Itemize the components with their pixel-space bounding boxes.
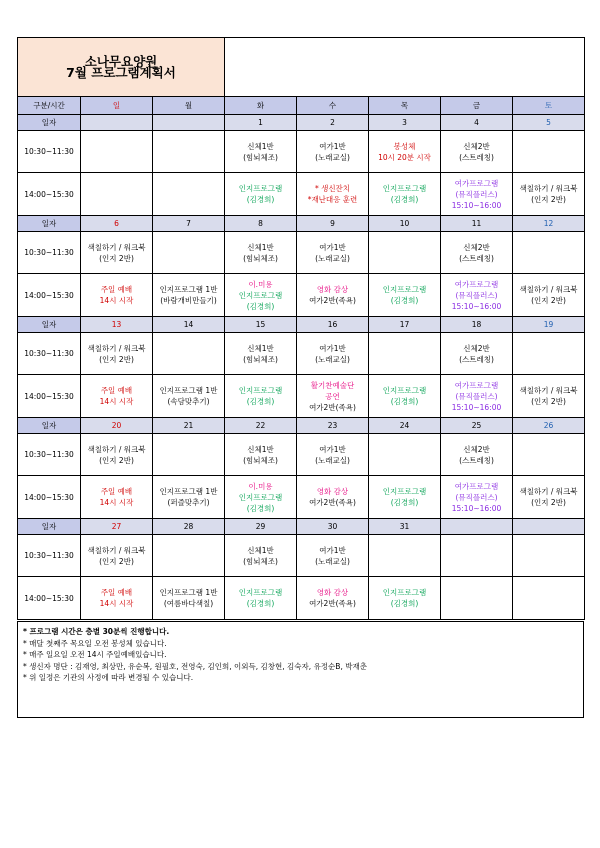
program-text: * 생신잔치 — [314, 184, 351, 193]
program-text: (힘뇌체조) — [243, 253, 278, 263]
program-text: 14시 시작 — [99, 397, 134, 406]
program-text: (인지 2반) — [531, 296, 566, 305]
date-fri: 25 — [441, 418, 513, 434]
note-line: * 프로그램 시간은 층별 30분씩 진행합니다. — [23, 627, 170, 636]
program-text: (스트레칭) — [459, 152, 494, 162]
schedule-cell-fri — [441, 333, 513, 375]
schedule-cell-sun — [81, 476, 153, 519]
schedule-cell-mon — [153, 274, 225, 317]
schedule-cell-mon — [153, 173, 225, 216]
schedule-cell-fri — [441, 476, 513, 519]
program-text: 여가2반(족욕) — [309, 296, 356, 305]
schedule-cell-fri — [441, 434, 513, 476]
date-fri: 11 — [441, 216, 513, 232]
program-text: 신체1반 — [247, 444, 274, 454]
schedule-cell-wed — [297, 333, 369, 375]
program-text: (스트레칭) — [459, 253, 494, 263]
program-text: 신체1반 — [247, 343, 274, 353]
program-text: 14시 시작 — [99, 498, 134, 507]
date-fri — [441, 519, 513, 535]
time-slot-row — [18, 434, 585, 476]
schedule-cell-sat — [513, 333, 585, 375]
program-text: 인지프로그램 — [382, 386, 427, 395]
schedule-cell-thu — [369, 535, 441, 577]
row-label-time: 10:30~11:30 — [18, 131, 81, 173]
program-text: 15:10~16:00 — [451, 503, 502, 513]
schedule-cell-fri — [441, 173, 513, 216]
date-wed: 23 — [297, 418, 369, 434]
schedule-cell-sun — [81, 577, 153, 620]
program-text: 인지프로그램 — [382, 285, 427, 294]
column-header-row — [18, 97, 585, 115]
time-slot-row — [18, 131, 585, 173]
program-text: (인지 2반) — [99, 556, 134, 566]
schedule-cell-sun — [81, 173, 153, 216]
schedule-cell-mon — [153, 434, 225, 476]
program-text: 신체1반 — [247, 545, 274, 555]
program-text: 여가프로그램 — [454, 279, 499, 289]
program-text: 인지프로그램 — [238, 492, 283, 502]
schedule-cell-sun — [81, 274, 153, 317]
program-text: 여가1반 — [319, 242, 346, 252]
col-header-tue: 화 — [225, 97, 297, 115]
schedule-cell-fri — [441, 535, 513, 577]
program-text: (노래교실) — [315, 556, 350, 566]
program-text: 여가2반(족욕) — [309, 599, 356, 608]
schedule-cell-sat — [513, 375, 585, 418]
schedule-cell-tue — [225, 232, 297, 274]
row-label-time: 10:30~11:30 — [18, 535, 81, 577]
program-text: (힘뇌체조) — [243, 556, 278, 566]
program-text: (김경희) — [246, 397, 275, 406]
date-thu: 31 — [369, 519, 441, 535]
date-tue: 22 — [225, 418, 297, 434]
program-text: (김경희) — [390, 498, 419, 507]
row-label-date: 일자 — [18, 115, 81, 131]
row-label-date: 일자 — [18, 216, 81, 232]
program-text: (속담맞추기) — [167, 397, 210, 406]
program-text: 인지프로그램 — [238, 386, 283, 395]
schedule-cell-thu — [369, 173, 441, 216]
program-text: 영화 감상 — [316, 487, 349, 496]
program-text: 인지프로그램 1반 — [159, 487, 218, 496]
program-text: 색칠하기 / 워크북 — [519, 184, 578, 193]
program-text: (뮤직플러스) — [455, 290, 498, 300]
schedule-cell-sat — [513, 577, 585, 620]
date-mon — [153, 115, 225, 131]
time-slot-row — [18, 333, 585, 375]
col-header-category: 구분/시간 — [18, 97, 81, 115]
schedule-cell-sun — [81, 375, 153, 418]
program-text: 신체2반 — [463, 444, 490, 454]
program-text: 인지프로그램 1반 — [159, 285, 218, 294]
program-text: 주일 예배 — [100, 386, 133, 395]
program-text: (여름바다색칠) — [163, 599, 214, 608]
schedule-cell-tue — [225, 274, 297, 317]
program-text: 여가2반(족욕) — [309, 498, 356, 507]
program-text: 15:10~16:00 — [451, 402, 502, 412]
time-slot-row — [18, 375, 585, 418]
date-row — [18, 115, 585, 131]
program-text: 색칠하기 / 워크북 — [87, 242, 146, 252]
col-header-mon: 월 — [153, 97, 225, 115]
program-text: 여가1반 — [319, 545, 346, 555]
date-sat: 19 — [513, 317, 585, 333]
program-text: (힘뇌체조) — [243, 152, 278, 162]
program-text: (뮤직플러스) — [455, 492, 498, 502]
date-sun: 13 — [81, 317, 153, 333]
col-header-fri: 금 — [441, 97, 513, 115]
schedule-cell-fri — [441, 577, 513, 620]
schedule-cell-sun — [81, 232, 153, 274]
date-thu: 24 — [369, 418, 441, 434]
schedule-cell-sat — [513, 434, 585, 476]
row-label-time: 14:00~15:30 — [18, 173, 81, 216]
date-wed: 9 — [297, 216, 369, 232]
schedule-cell-mon — [153, 375, 225, 418]
date-fri: 18 — [441, 317, 513, 333]
date-tue: 8 — [225, 216, 297, 232]
program-text: 색칠하기 / 워크북 — [87, 545, 146, 555]
program-text: 신체2반 — [463, 242, 490, 252]
program-text: 인지프로그램 1반 — [159, 386, 218, 395]
date-sat: 26 — [513, 418, 585, 434]
center-name: 소나무요양원 — [84, 54, 158, 69]
time-slot-row — [18, 577, 585, 620]
date-sat: 12 — [513, 216, 585, 232]
date-mon: 28 — [153, 519, 225, 535]
row-label-time: 14:00~15:30 — [18, 375, 81, 418]
time-slot-row — [18, 535, 585, 577]
program-text: (스트레칭) — [459, 354, 494, 364]
program-text: 여가1반 — [319, 141, 346, 151]
schedule-cell-wed — [297, 434, 369, 476]
program-text: 인지프로그램 — [238, 588, 283, 597]
date-thu: 10 — [369, 216, 441, 232]
program-text: 인지프로그램 — [382, 184, 427, 193]
date-wed: 16 — [297, 317, 369, 333]
schedule-cell-wed — [297, 274, 369, 317]
date-thu: 17 — [369, 317, 441, 333]
program-text: 14시 시작 — [99, 599, 134, 608]
date-mon: 14 — [153, 317, 225, 333]
schedule-cell-thu — [369, 333, 441, 375]
program-text: (힘뇌체조) — [243, 455, 278, 465]
schedule-cell-wed — [297, 577, 369, 620]
row-label-time: 14:00~15:30 — [18, 577, 81, 620]
program-text: 영화 감상 — [316, 588, 349, 597]
program-text: 색칠하기 / 워크북 — [519, 285, 578, 294]
schedule-cell-mon — [153, 535, 225, 577]
schedule-cell-sun — [81, 434, 153, 476]
row-label-time: 14:00~15:30 — [18, 476, 81, 519]
row-label-time: 14:00~15:30 — [18, 274, 81, 317]
program-text: 신체2반 — [463, 343, 490, 353]
schedule-cell-mon — [153, 476, 225, 519]
schedule-cell-fri — [441, 232, 513, 274]
program-text: 신체1반 — [247, 141, 274, 151]
program-text: 여가프로그램 — [454, 178, 499, 188]
date-row — [18, 519, 585, 535]
row-label-date: 일자 — [18, 519, 81, 535]
date-mon: 21 — [153, 418, 225, 434]
note-line: * 생신자 명단 : 김재영, 최상만, 유순복, 원필호, 전영숙, 김인희, 이외득, 김창현, 김숙자, 유정순B, 박재춘 — [23, 661, 367, 671]
schedule-cell-tue — [225, 476, 297, 519]
date-row — [18, 317, 585, 333]
date-sun — [81, 115, 153, 131]
col-header-wed: 수 — [297, 97, 369, 115]
program-text: (인지 2반) — [531, 195, 566, 204]
schedule-cell-mon — [153, 577, 225, 620]
program-text: (노래교실) — [315, 354, 350, 364]
program-text: 10시 20분 시작 — [378, 152, 431, 162]
program-text: (김경희) — [246, 599, 275, 608]
schedule-cell-sun — [81, 333, 153, 375]
schedule-cell-tue — [225, 375, 297, 418]
schedule-cell-thu — [369, 232, 441, 274]
date-wed: 30 — [297, 519, 369, 535]
schedule-cell-mon — [153, 333, 225, 375]
note-line: * 위 일정은 기관의 사정에 따라 변경될 수 있습니다. — [23, 673, 194, 682]
schedule-cell-wed — [297, 476, 369, 519]
schedule-cell-wed — [297, 375, 369, 418]
program-text: 색칠하기 / 워크북 — [87, 444, 146, 454]
schedule-cell-sat — [513, 274, 585, 317]
program-text: 인지프로그램 — [238, 184, 283, 193]
date-fri: 4 — [441, 115, 513, 131]
program-text: 여가프로그램 — [454, 380, 499, 390]
program-text: 주일 예배 — [100, 487, 133, 496]
program-text: 공연 — [325, 391, 340, 401]
program-text: 인지프로그램 1반 — [159, 588, 218, 597]
schedule-cell-thu — [369, 434, 441, 476]
row-label-date: 일자 — [18, 418, 81, 434]
schedule-cell-thu — [369, 274, 441, 317]
program-text: 이.미용 — [248, 481, 273, 491]
program-text: 여가1반 — [319, 343, 346, 353]
schedule-cell-wed — [297, 535, 369, 577]
program-text: (인지 2반) — [531, 397, 566, 406]
program-text: (뮤직플러스) — [455, 189, 498, 199]
schedule-cell-thu — [369, 476, 441, 519]
date-thu: 3 — [369, 115, 441, 131]
date-sat: 5 — [513, 115, 585, 131]
date-sun: 27 — [81, 519, 153, 535]
program-text: (김경희) — [246, 503, 275, 513]
program-text: 활기찬예술단 — [310, 380, 355, 390]
program-text: 주일 예배 — [100, 285, 133, 294]
col-header-sun: 일 — [81, 97, 153, 115]
schedule-cell-tue — [225, 577, 297, 620]
time-slot-row — [18, 173, 585, 216]
schedule-cell-wed — [297, 131, 369, 173]
note-line: * 매달 첫째주 목요일 오전 봉성체 있습니다. — [23, 638, 167, 648]
schedule-cell-sat — [513, 535, 585, 577]
schedule-cell-sat — [513, 173, 585, 216]
schedule-cell-sat — [513, 232, 585, 274]
program-text: 주일 예배 — [100, 588, 133, 597]
schedule-cell-tue — [225, 173, 297, 216]
program-text: *재난대응 훈련 — [307, 195, 358, 204]
col-header-thu: 목 — [369, 97, 441, 115]
schedule-cell-tue — [225, 333, 297, 375]
date-tue: 29 — [225, 519, 297, 535]
program-text: (노래교실) — [315, 152, 350, 162]
schedule-cell-thu — [369, 131, 441, 173]
program-text: (인지 2반) — [99, 253, 134, 263]
date-tue: 1 — [225, 115, 297, 131]
program-text: 여가2반(족욕) — [309, 402, 356, 412]
schedule-cell-tue — [225, 131, 297, 173]
program-text: (퍼즐맞추기) — [167, 498, 210, 507]
program-text: (인지 2반) — [531, 498, 566, 507]
program-text: 신체2반 — [463, 141, 490, 151]
schedule-cell-sat — [513, 476, 585, 519]
program-text: 14시 시작 — [99, 296, 134, 305]
notes-box — [17, 621, 584, 718]
program-text: (인지 2반) — [99, 354, 134, 364]
program-text: 봉성체 — [393, 141, 416, 151]
schedule-cell-sun — [81, 535, 153, 577]
approval-box — [225, 38, 585, 97]
program-text: 색칠하기 / 워크북 — [519, 487, 578, 496]
schedule-cell-tue — [225, 434, 297, 476]
program-plan-table — [17, 37, 585, 620]
schedule-cell-fri — [441, 375, 513, 418]
program-text: (김경희) — [246, 301, 275, 311]
program-text: (뮤직플러스) — [455, 391, 498, 401]
schedule-cell-wed — [297, 232, 369, 274]
date-sat — [513, 519, 585, 535]
program-text: 신체1반 — [247, 242, 274, 252]
schedule-cell-sat — [513, 131, 585, 173]
row-label-time: 10:30~11:30 — [18, 232, 81, 274]
row-label-date: 일자 — [18, 317, 81, 333]
program-text: (인지 2반) — [99, 455, 134, 465]
program-text: 색칠하기 / 워크북 — [519, 386, 578, 395]
schedule-cell-wed — [297, 173, 369, 216]
date-row — [18, 418, 585, 434]
program-text: (김경희) — [390, 397, 419, 406]
schedule-cell-thu — [369, 577, 441, 620]
title-box — [18, 38, 225, 97]
schedule-cell-mon — [153, 131, 225, 173]
row-label-time: 10:30~11:30 — [18, 434, 81, 476]
time-slot-row — [18, 232, 585, 274]
program-text: (스트레칭) — [459, 455, 494, 465]
program-text: 여가1반 — [319, 444, 346, 454]
program-text: (바람개비만들기) — [160, 296, 217, 305]
date-tue: 15 — [225, 317, 297, 333]
date-sun: 6 — [81, 216, 153, 232]
program-text: (김경희) — [390, 599, 419, 608]
date-wed: 2 — [297, 115, 369, 131]
date-row — [18, 216, 585, 232]
program-text: 이.미용 — [248, 279, 273, 289]
schedule-cell-tue — [225, 535, 297, 577]
program-text: 15:10~16:00 — [451, 301, 502, 311]
program-text: (노래교실) — [315, 253, 350, 263]
program-text: 인지프로그램 — [238, 290, 283, 300]
program-text: 영화 감상 — [316, 285, 349, 294]
schedule-cell-sun — [81, 131, 153, 173]
schedule-cell-mon — [153, 232, 225, 274]
schedule-cell-fri — [441, 274, 513, 317]
schedule-cell-fri — [441, 131, 513, 173]
row-label-time: 10:30~11:30 — [18, 333, 81, 375]
program-text: (노래교실) — [315, 455, 350, 465]
program-text: (김경희) — [390, 296, 419, 305]
time-slot-row — [18, 274, 585, 317]
program-text: (김경희) — [246, 195, 275, 204]
program-text: 15:10~16:00 — [451, 200, 502, 210]
note-line: * 매주 일요일 오전 14시 주일예배있습니다. — [23, 650, 167, 659]
program-text: 색칠하기 / 워크북 — [87, 343, 146, 353]
program-text: 여가프로그램 — [454, 481, 499, 491]
page-title: 7월 프로그램계획서 — [66, 65, 176, 80]
program-text: (김경희) — [390, 195, 419, 204]
date-sun: 20 — [81, 418, 153, 434]
date-mon: 7 — [153, 216, 225, 232]
program-text: 인지프로그램 — [382, 588, 427, 597]
col-header-sat: 토 — [513, 97, 585, 115]
schedule-cell-thu — [369, 375, 441, 418]
program-text: 인지프로그램 — [382, 487, 427, 496]
time-slot-row — [18, 476, 585, 519]
program-text: (힘뇌체조) — [243, 354, 278, 364]
